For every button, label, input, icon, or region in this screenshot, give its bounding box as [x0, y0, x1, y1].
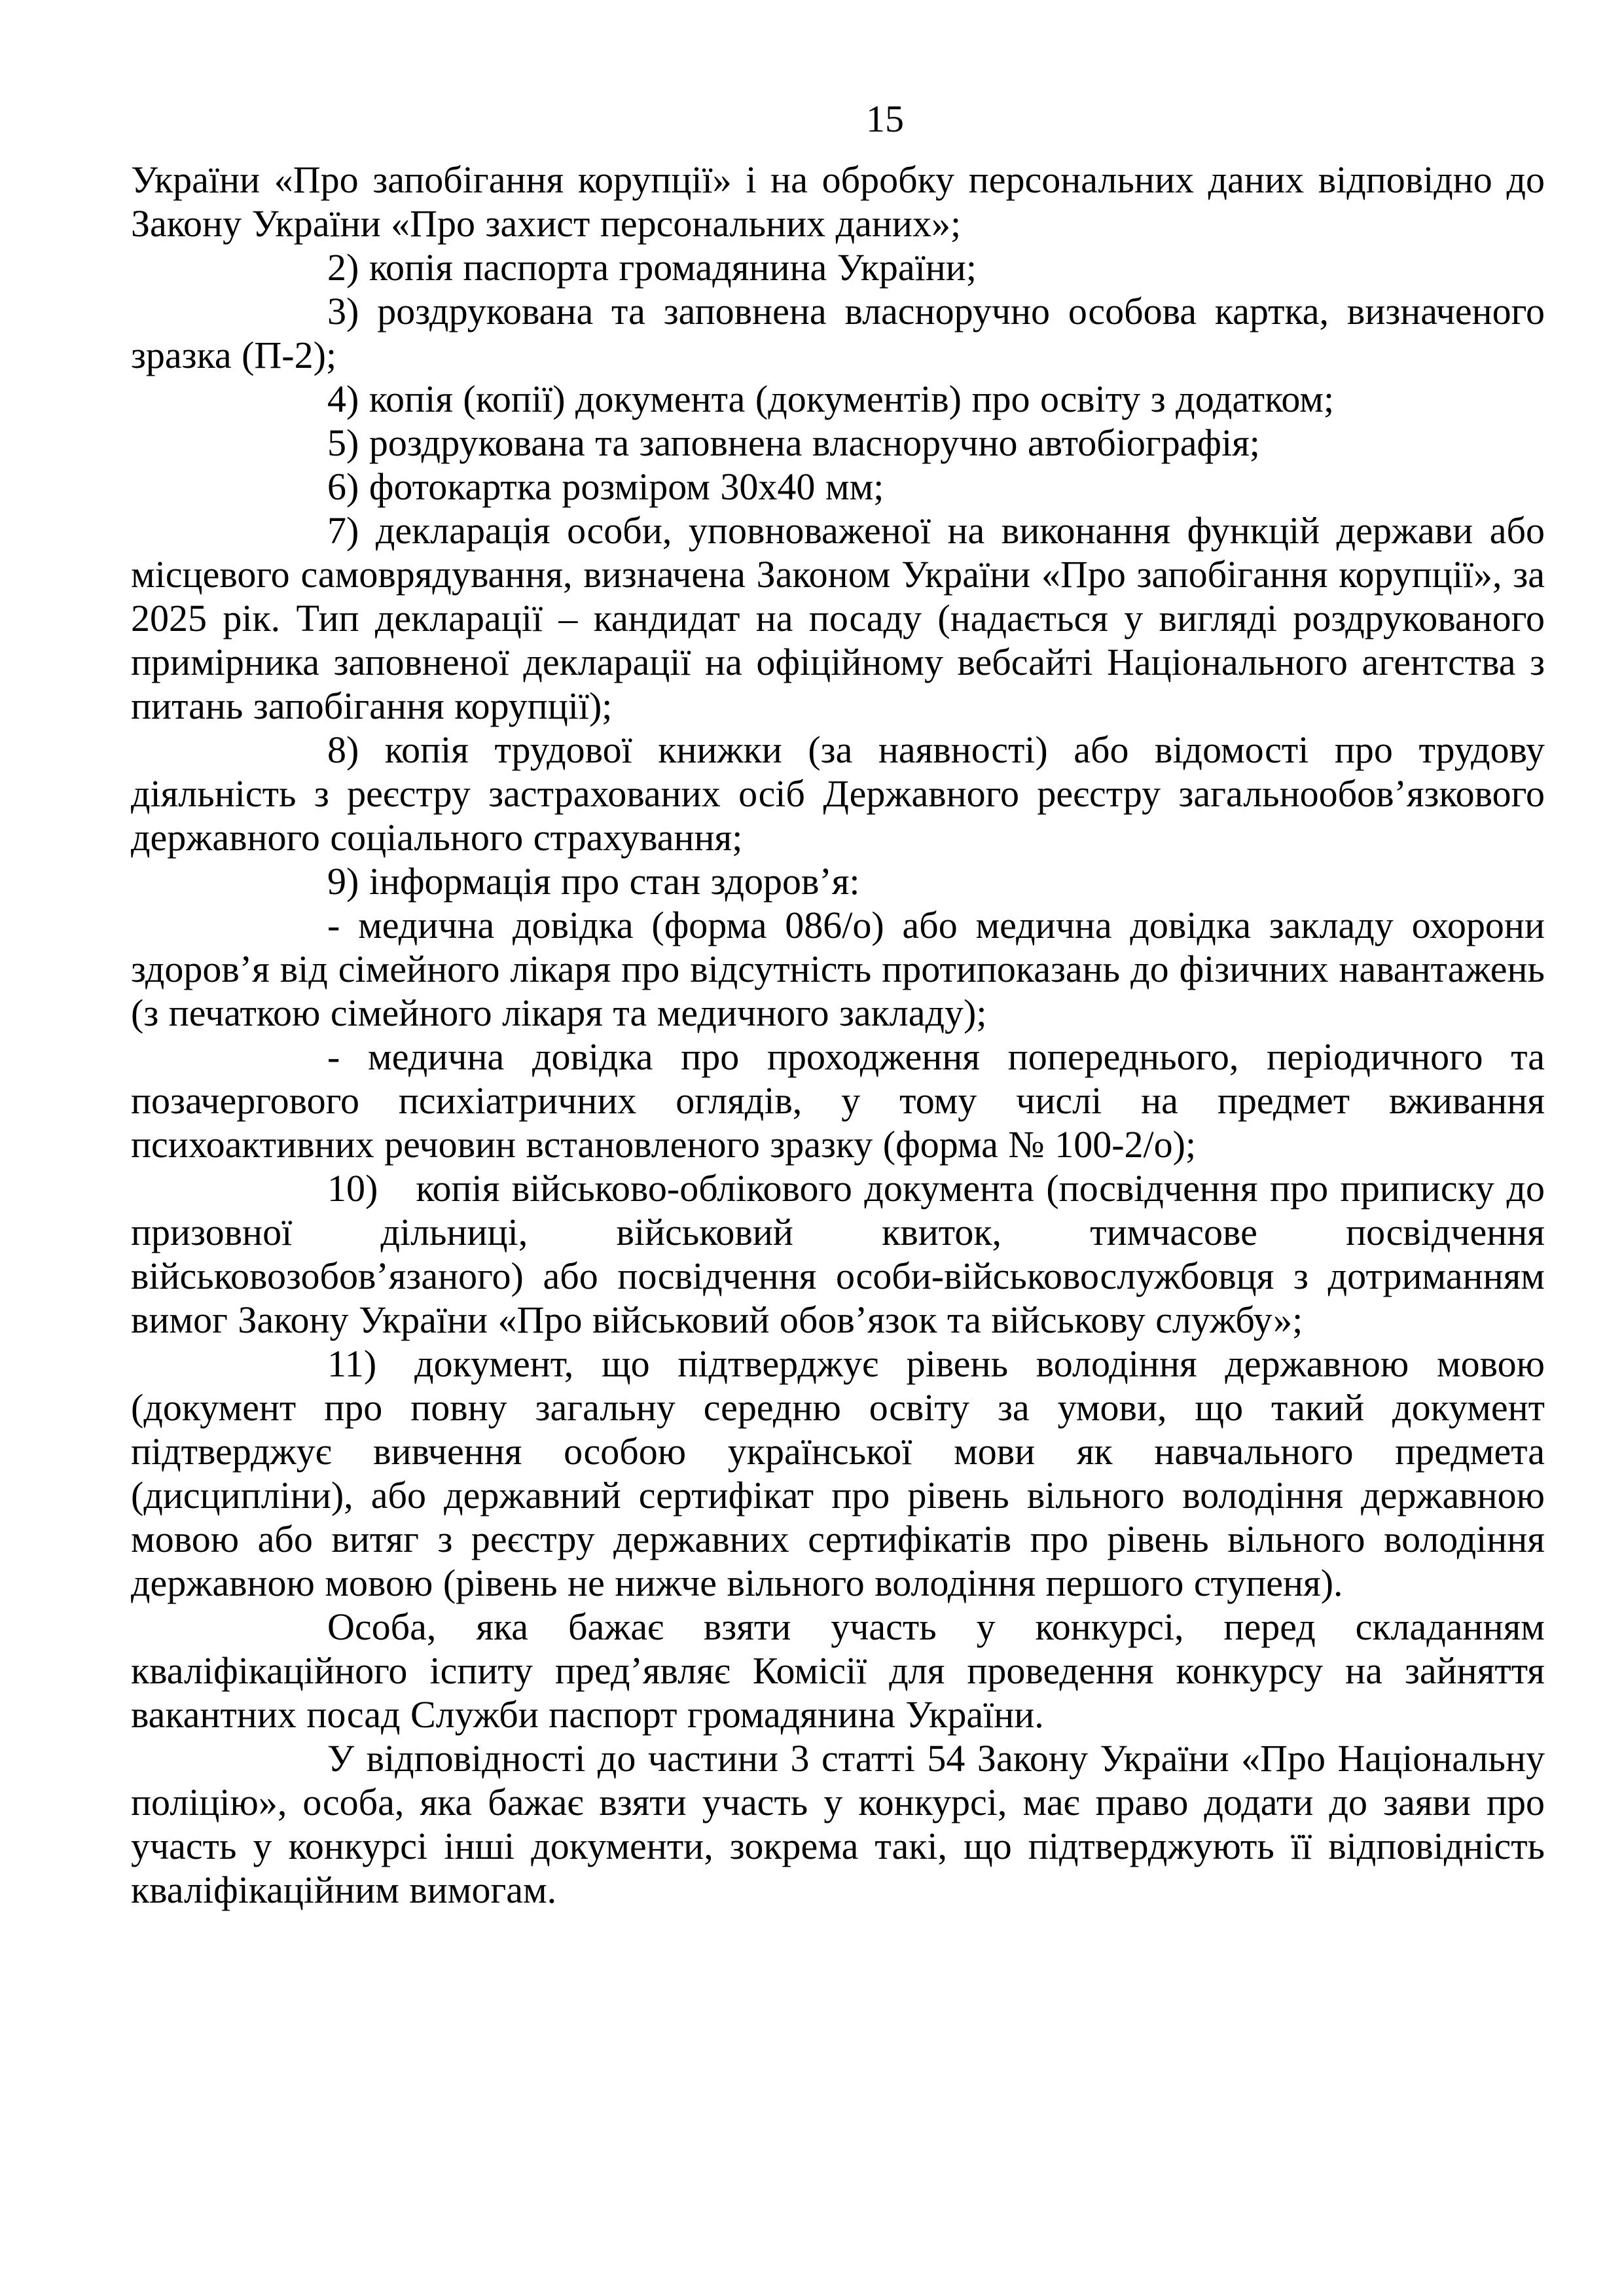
paragraph-exam-requirement: Особа, яка бажає взяти участь у конкурсі, перед складанням кваліфікаційного іспиту пред’являє Комісії для проведення конкурсу на зайняття вакантних посад Служби паспорт громадянина України. — [131, 1605, 1545, 1736]
list-item-3: 3) роздрукована та заповнена власноручно особова картка, визначеного зразка (П-2); — [131, 290, 1545, 376]
paragraph-continued: України «Про запобігання корупції» і на обробку персональних даних відповідно до Закону України «Про захист персональних даних»; — [131, 158, 1545, 245]
list-item-7: 7) декларація особи, уповноваженої на виконання функцій держави або місцевого самоврядування, визначена Законом України «Про запобігання корупції», за 2025 рік. Тип декларації – кандидат на посаду (надається у вигляді роздрукованого примірника заповненої декларації на офіційному вебсайті Національного агентства з питань запобігання корупції); — [131, 509, 1545, 727]
page-number: 15 — [866, 98, 904, 140]
list-item-10: 10) копія військово-облікового документа (посвідчення про приписку до призовної дільниці, військовий квиток, тимчасове посвідчення військовозобов’язаного) або посвідчення особи-військовослужбовця з дотриманням вимог Закону України «Про військовий обов’язок та військову службу»; — [131, 1167, 1545, 1341]
list-item-9: 9) інформація про стан здоров’я: — [327, 860, 860, 903]
list-item-11: 11) документ, що підтверджує рівень володіння державною мовою (документ про повну загальну середню освіту за умови, що такий документ підтверджує вивчення особою української мови як навчального предмета (дисципліни), або державний сертифікат про рівень вільного володіння державною мовою або витяг з реєстру державних сертифікатів про рівень вільного володіння державною мовою (рівень не нижче вільного володіння першого ступеня). — [131, 1342, 1545, 1604]
paragraph-additional-documents: У відповідності до частини 3 статті 54 Закону України «Про Національну поліцію», особа, яка бажає взяти участь у конкурсі, має право додати до заяви про участь у конкурсі інші документи, зокрема такі, що підтверджують її відповідність кваліфікаційним вимогам. — [131, 1737, 1545, 1911]
dash-item-medical-1: - медична довідка (форма 086/о) або медична довідка закладу охорони здоров’я від сімейного лікаря про відсутність протипоказань до фізичних навантажень (з печаткою сімейного лікаря та медичного закладу); — [131, 904, 1545, 1034]
dash-item-medical-2: - медична довідка про проходження попереднього, періодичного та позачергового психіатричних оглядів, у тому числі на предмет вживання психоактивних речовин встановленого зразку (форма № 100-2/о); — [131, 1035, 1545, 1166]
list-item-8: 8) копія трудової книжки (за наявності) або відомості про трудову діяльність з реєстру застрахованих осіб Державного реєстру загальнообов’язкового державного соціального страхування; — [131, 728, 1545, 859]
list-item-4: 4) копія (копії) документа (документів) про освіту з додатком; — [327, 378, 1335, 420]
list-item-5: 5) роздрукована та заповнена власноручно автобіографія; — [327, 422, 1260, 464]
list-item-2: 2) копія паспорта громадянина України; — [327, 246, 977, 289]
list-item-6: 6) фотокартка розміром 30х40 мм; — [327, 465, 884, 508]
